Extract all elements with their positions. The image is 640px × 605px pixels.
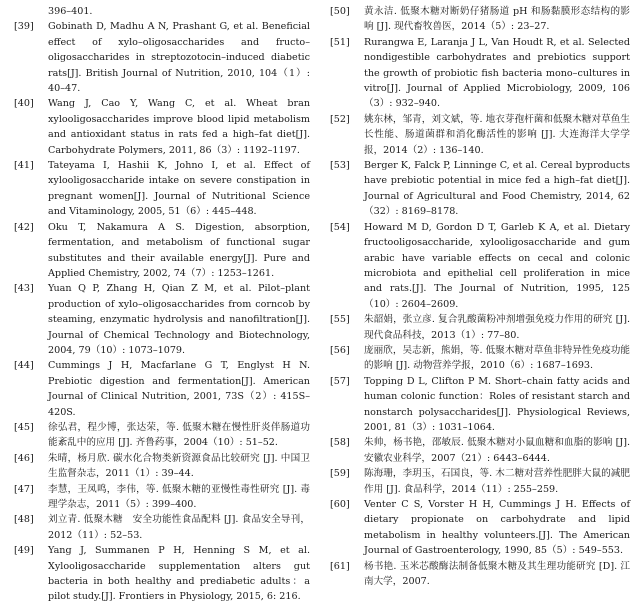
reference-number: [57] xyxy=(330,375,350,387)
reference-number: [48] xyxy=(14,514,34,526)
reference-text: Howard M D, Gordon D T, Garleb K A, et al. Dietary fructooligosaccharide, xylooligosaccharide and gum arabic have variable effects on cecal and colonic microbiota and epithelial cell proliferation in mice and rats.[J]. The Journal of Nutrition, 1995, 125（10）: 2604–2609. xyxy=(364,221,630,310)
reference-entry xyxy=(330,435,630,466)
reference-text: Yuan Q P, Zhang H, Qian Z M, et al. Pilot–plant production of xylo–oligosaccharides from corncob by steaming, enzymatic hydrolysis and nanofiltration[J]. Journal of Chemical Technology and Biotechnology, 2004, 79（10）: 1073–1079. xyxy=(48,283,310,356)
reference-number: [53] xyxy=(330,160,350,172)
reference-text: 黄永洁. 低聚木糖对断奶仔猪肠道 pH 和肠黏膜形态结构的影响 [J]. 现代畜牧兽医，2014（5）: 23–27. xyxy=(364,6,630,33)
reference-entry xyxy=(14,482,310,513)
reference-number: [59] xyxy=(330,468,350,480)
reference-text: Wang J, Cao Y, Wang C, et al. Wheat bran xylooligosaccharides improve blood lipid metabolism and antioxidant status in rats fed a high–fat diet[J]. Carbohydrate Polymers, 2011, 86（3）: 1192–1197. xyxy=(48,98,310,156)
reference-number: [54] xyxy=(330,221,350,233)
reference-entry xyxy=(330,158,630,220)
reference-entry xyxy=(14,281,310,358)
reference-entry xyxy=(330,497,630,559)
reference-number: [58] xyxy=(330,437,350,449)
reference-number: [44] xyxy=(14,360,34,372)
reference-text: Yang J, Summanen P H, Henning S M, et al. Xylooligosaccharide supplementation alters gut bacteria in both healthy and prediabetic adults：a pilot study.[J]. Frontiers in Physiology, 2015, 6: 216. xyxy=(48,545,310,603)
reference-entry xyxy=(330,4,630,35)
reference-entry xyxy=(330,559,630,590)
reference-entry xyxy=(330,112,630,158)
reference-text: Rurangwa E, Laranja J L, Van Houdt R, et al. Selected nondigestible carbohydrates and prebiotics support the growth of probiotic fish bacteria mono–cultures in vitro[J]. Journal of Applied Microbiology, 2009, 106（3）: 932–940. xyxy=(364,36,630,110)
reference-number: [43] xyxy=(14,283,34,295)
reference-entry xyxy=(330,466,630,497)
reference-entry xyxy=(14,420,310,451)
reference-text: Cummings J H, Macfarlane G T, Englyst H N. Prebiotic digestion and fermentation[J]. American Journal of Clinical Nutrition, 2001, 73S（2）: 415S–420S. xyxy=(48,360,310,418)
reference-entry xyxy=(330,374,630,436)
reference-number: [55] xyxy=(330,314,350,326)
reference-entry xyxy=(14,19,310,96)
reference-entry xyxy=(14,512,310,543)
reference-text: Berger K, Falck P, Linninge C, et al. Cereal byproducts have prebiotic potential in mice fed a high–fat diet[J]. Journal of Agricultural and Food Chemistry, 2014, 62（32）: 8169–8178. xyxy=(364,160,630,218)
left-column xyxy=(14,4,310,605)
reference-text: 徐弘君，程少博，张达荣，等. 低聚木糖在慢性肝炎伴肠道功能紊乱中的应用 [J]. 齐鲁药事，2004（10）: 51–52. xyxy=(48,421,310,449)
reference-text: 朱韶娟，张立彦. 复合乳酸菌粉冲剂增强免疫力作用的研究 [J]. 现代食品科技，2013（1）: 77–80. xyxy=(364,314,630,341)
reference-entry xyxy=(14,220,310,282)
reference-text: 姚东林，邹青，刘文斌，等. 地衣芽孢杆菌和低聚木糖对草鱼生长性能、肠道菌群和消化酶活性的影响 [J]. 大连海洋大学学报，2014（2）: 136–140. xyxy=(364,113,630,156)
reference-entry xyxy=(330,35,630,112)
reference-number: [56] xyxy=(330,344,350,356)
reference-entry xyxy=(14,158,310,220)
reference-number: [50] xyxy=(330,6,350,17)
reference-entry xyxy=(330,343,630,374)
reference-text: 李慧，王凤鸣，李伟，等. 低聚木糖的亚慢性毒性研究 [J]. 毒理学杂志，2011（5）: 399–400. xyxy=(48,483,310,510)
reference-number: [41] xyxy=(14,160,34,172)
reference-number: [52] xyxy=(330,113,350,125)
reference-entry xyxy=(330,312,630,343)
reference-text: Gobinath D, Madhu A N, Prashant G, et al. Beneficial effect of xylo–oligosaccharides and fructo–oligosaccharides in streptozotocin–induced diabetic rats[J]. British Journal of Nutrition, 2010, 104（1）: 40–47. xyxy=(48,21,310,95)
reference-number: [60] xyxy=(330,499,350,510)
reference-number: [39] xyxy=(14,21,34,33)
right-column xyxy=(330,4,630,589)
reference-text: Oku T, Nakamura A S. Digestion, absorption, fermentation, and metabolism of functional sugar substitutes and their available energy[J]. Pure and Applied Chemistry, 2002, 74（7）: 1253–1261. xyxy=(48,221,310,279)
reference-entry xyxy=(330,220,630,312)
reference-text: 陈海珊，李玥玉，石国良，等. 木二糖对营养性肥胖大鼠的减肥作用 [J]. 食品科学，2014（11）: 255–259. xyxy=(364,468,630,495)
reference-number: [45] xyxy=(14,421,34,433)
reference-number: [46] xyxy=(14,452,34,464)
reference-number: [61] xyxy=(330,560,350,572)
reference-number: [42] xyxy=(14,221,34,233)
reference-text: 朱帅，杨书艳，邵敏辰. 低聚木糖对小鼠血糖和血脂的影响 [J]. 安徽农业科学，2007（21）: 6443–6444. xyxy=(364,437,630,464)
reference-text: 杨书艳. 玉米芯酸酶法制备低聚木糖及其生理功能研究 [D]. 江南大学，2007. xyxy=(364,560,630,588)
reference-number: [51] xyxy=(330,36,350,48)
reference-text: 庞丽欣，吴志新，熊娟，等. 低聚木糖对草鱼非特异性免疫功能的影响 [J]. 动物营养学报，2010（6）: 1687–1693. xyxy=(364,344,630,372)
reference-entry xyxy=(14,96,310,158)
reference-entry xyxy=(14,543,310,605)
reference-text: Venter C S, Vorster H H, Cummings J H. Effects of dietary propionate on carbohydrate and lipid metabolism in healthy volunteers.[J]. The American Journal of Gastroenterology, 1990, 85（5）: 549–553. xyxy=(364,499,630,557)
reference-entry xyxy=(14,451,310,482)
reference-number: [40] xyxy=(14,98,34,110)
reference-text: 朱晴，杨月欣. 碳水化合物类新资源食品比较研究 [J]. 中国卫生监督杂志，2011（1）: 39–44. xyxy=(48,452,310,480)
reference-number: [47] xyxy=(14,483,34,495)
reference-text: 刘立青. 低聚木糖 安全功能性食品配料 [J]. 食品安全导刊，2012（11）: 52–53. xyxy=(48,514,310,541)
reference-entry xyxy=(14,358,310,420)
reference-text: Tateyama I, Hashii K, Johno I, et al. Effect of xylooligosaccharide intake on severe constipation in pregnant women[J]. Journal of Nutritional Science and Vitaminology, 2005, 51（6）: 445–448. xyxy=(48,160,310,218)
reference-number: [49] xyxy=(14,545,34,557)
reference-text: 396–401. xyxy=(48,6,93,17)
reference-text: Topping D L, Clifton P M. Short–chain fatty acids and human colonic function：Roles of resistant starch and nonstarch polysaccharides[J]. Physiological Reviews, 2001, 81（3）: 1031–1064. xyxy=(364,375,630,433)
reference-entry xyxy=(14,4,310,19)
